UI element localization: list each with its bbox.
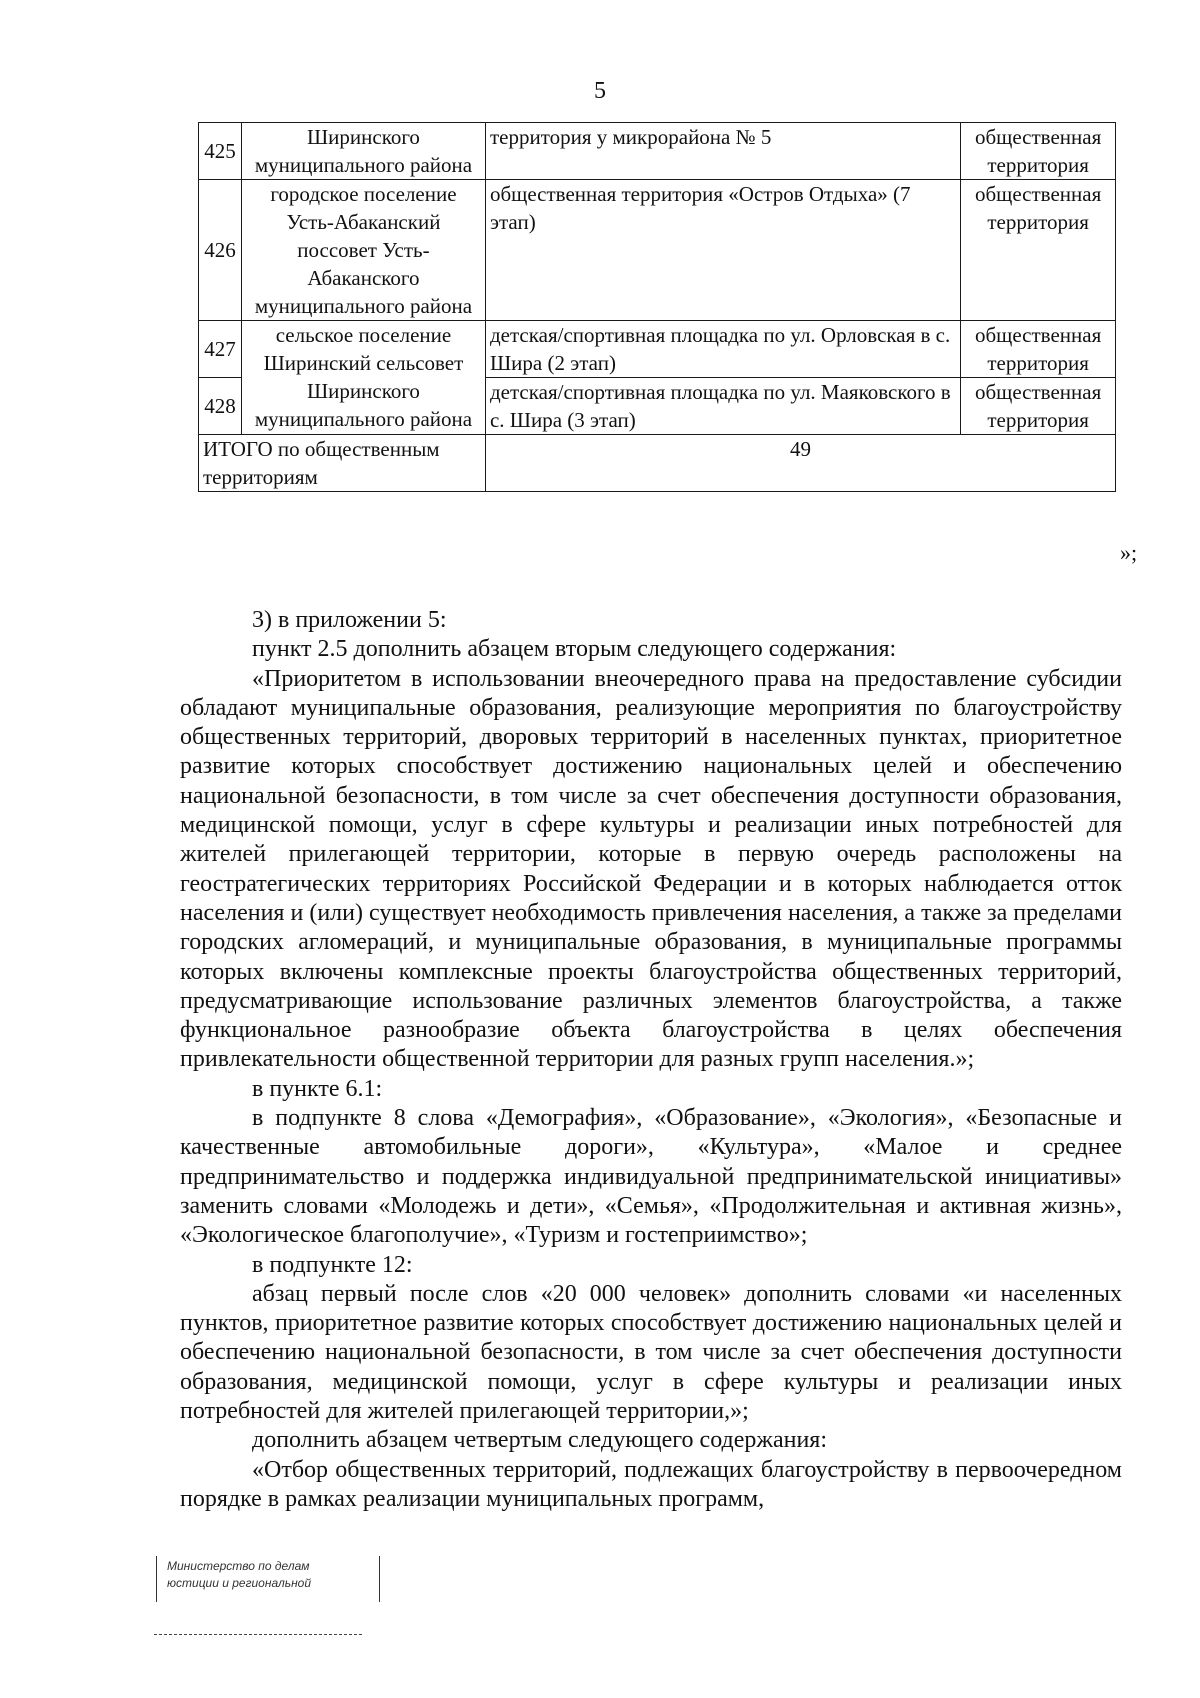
registry-table — [198, 122, 1116, 492]
municipality-cell: городское поселение Усть-Абаканский поссовет Усть-Абаканского муниципального района — [241, 180, 485, 321]
type-cell: общественная территория — [961, 321, 1116, 378]
row-number: 427 — [199, 321, 242, 378]
paragraph: абзац первый после слов «20 000 человек» дополнить словами «и населенных пунктов, приоритетное развитие которых способствует достижению национальных целей и обеспечению национальной безопасности, в том числе за счет обеспечения доступности образования, медицинской помощи, услуг в сфере культуры и реализации иных потребностей для жителей прилегающей территории,»; — [180, 1280, 1122, 1425]
row-number: 426 — [199, 180, 242, 321]
table-closing-quote: »; — [1120, 540, 1138, 565]
page-number: 5 — [594, 78, 606, 104]
table-row — [199, 321, 1116, 378]
document-body — [180, 606, 1122, 1514]
table-row — [199, 180, 1116, 321]
stamp-divider — [154, 1634, 362, 1635]
paragraph: пункт 2.5 дополнить абзацем вторым следующего содержания: — [252, 636, 897, 663]
object-cell: детская/спортивная площадка по ул. Маяковского в с. Шира (3 этап) — [485, 378, 960, 435]
table-row — [199, 123, 1116, 180]
type-cell: общественная территория — [961, 123, 1116, 180]
paragraph: дополнить абзацем четвертым следующего содержания: — [252, 1427, 827, 1454]
paragraph: 3) в приложении 5: — [252, 607, 447, 633]
type-cell: общественная территория — [961, 378, 1116, 435]
paragraph: в пункте 6.1: — [252, 1075, 383, 1102]
municipality-cell: Ширинского муниципального района — [241, 123, 485, 180]
stamp-line-2: юстиции и региональной — [167, 1576, 312, 1590]
total-row — [199, 435, 1116, 492]
paragraph: «Отбор общественных территорий, подлежащих благоустройству в первоочередном порядке в рамках реализации муниципальных программ, — [180, 1456, 1122, 1512]
row-number: 428 — [199, 378, 242, 435]
paragraph: в подпункте 12: — [252, 1251, 413, 1278]
object-cell: общественная территория «Остров Отдыха» (7 этап) — [485, 180, 960, 321]
object-cell: детская/спортивная площадка по ул. Орловская в с. Шира (2 этап) — [485, 321, 960, 378]
total-label: ИТОГО по общественным территориям — [199, 435, 486, 492]
municipality-cell: сельское поселение Ширинский сельсовет Ширинского муниципального района — [241, 321, 485, 435]
row-number: 425 — [199, 123, 242, 180]
total-value: 49 — [485, 435, 1115, 492]
paragraph: «Приоритетом в использовании внеочередного права на предоставление субсидии обладают муниципальные образования, реализующие мероприятия по благоустройству общественных территорий, дворовых территорий в населенных пунктах, приоритетное развитие которых способствует достижению национальных целей и обеспечению национальной безопасности, в том числе за счет обеспечения доступности образования, медицинской помощи, услуг в сфере культуры и реализации иных потребностей для жителей прилегающей территории, которые в первую очередь расположены на геостратегических территориях Российской Федерации и в которых наблюдается отток населения и (или) существует необходимость привлечения населения, а также за пределами городских агломераций, и муниципальные образования, в муниципальные программы которых включены комплексные проекты благоустройства общественных территорий, предусматривающие использование различных элементов благоустройства, а также функциональное разнообразие объекта благоустройства в целях обеспечения привлекательности общественной территории для разных групп населения.»; — [180, 665, 1122, 1073]
registration-stamp — [156, 1556, 380, 1602]
paragraph: в подпункте 8 слова «Демография», «Образование», «Экология», «Безопасные и качественные автомобильные дороги», «Культура», «Малое и среднее предпринимательство и поддержка индивидуальной предпринимательской инициативы» заменить словами «Молодежь и дети», «Семья», «Продолжительная и активная жизнь», «Экологическое благополучие», «Туризм и гостеприимство»; — [180, 1105, 1122, 1249]
object-cell: территория у микрорайона № 5 — [485, 123, 960, 180]
type-cell: общественная территория — [961, 180, 1116, 321]
stamp-line-1: Министерство по делам — [167, 1559, 310, 1573]
